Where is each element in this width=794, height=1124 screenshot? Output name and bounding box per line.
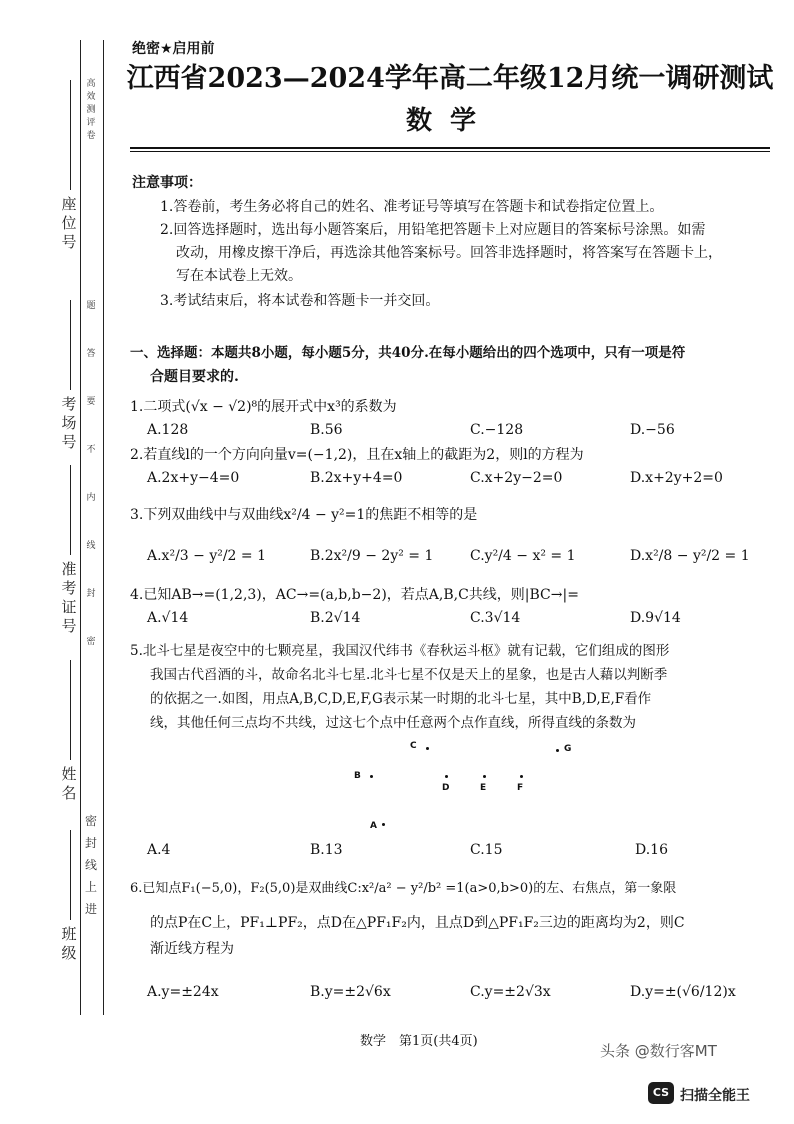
- q1-option-c: C.−128: [470, 422, 524, 438]
- q5-option-b: B.13: [310, 842, 343, 858]
- q5-option-d: D.16: [635, 842, 668, 858]
- q2-option-b: B.2x+y+4=0: [310, 470, 403, 486]
- q5-stem-line1: 5.北斗七星是夜空中的七颗亮星，我国汉代纬书《春秋运斗枢》就有记载，它们组成的图形: [130, 643, 670, 659]
- point-label-a: A: [370, 821, 377, 831]
- name-underline: [70, 660, 71, 760]
- point-label-b: B: [354, 771, 361, 781]
- section1-heading: 一、选择题：本题共8小题，每小题5分，共40分.在每小题给出的四个选项中，只有一项是符: [130, 345, 686, 361]
- scanner-logo-icon: CS: [648, 1082, 674, 1104]
- notes-heading: 注意事项：: [132, 175, 202, 191]
- point-dot-f: [520, 775, 523, 778]
- q1-option-a: A.128: [147, 422, 189, 438]
- note-item: 2.回答选择题时，选出每小题答案后，用铅笔把答题卡上对应题目的答案标号涂黑。如需: [160, 222, 706, 238]
- binding-seal-note: 题 答 要 不 内 线 封 密: [86, 301, 96, 647]
- point-dot-b: [370, 775, 373, 778]
- point-label-f: F: [517, 783, 524, 793]
- note-item: 改动，用橡皮擦干净后，再选涂其他答案标号。回答非选择题时，将答案写在答题卡上，: [176, 245, 722, 261]
- exam-title: 江西省2023—2024学年高二年级12月统一调研测试: [126, 63, 774, 94]
- q3-option-b: B.2x²/9 − 2y² = 1: [310, 548, 434, 564]
- ticket-label: 准 考 证 号: [61, 560, 77, 635]
- q5-option-c: C.15: [470, 842, 503, 858]
- q5-option-a: A.4: [147, 842, 171, 858]
- point-dot-c: [426, 747, 429, 750]
- note-item: 1.答卷前，考生务必将自己的姓名、准考证号等填写在答题卡和试卷指定位置上。: [160, 199, 664, 215]
- q6-option-c: C.y=±2√3x: [470, 984, 551, 1000]
- q3-stem: 3.下列双曲线中与双曲线x²/4 − y²=1的焦距不相等的是: [130, 507, 478, 523]
- point-label-d: D: [442, 783, 450, 793]
- big-dipper-figure: [340, 735, 600, 835]
- header-rule-thin: [130, 151, 770, 152]
- q5-stem-line3: 的依据之一.如图，用点A,B,C,D,E,F,G表示某一时期的北斗七星，其中B,D,E,F看作: [150, 691, 652, 707]
- q5-stem-line4: 线，其他任何三点均不共线，过这七个点中任意两个点作直线，所得直线的条数为: [150, 715, 636, 731]
- page-footer: 数学 第1页(共4页): [360, 1034, 478, 1049]
- ticket-underline: [70, 465, 71, 555]
- note-item: 3.考试结束后，将本试卷和答题卡一并交回。: [160, 293, 440, 309]
- point-label-g: G: [564, 744, 572, 754]
- subject-title: 数学: [405, 106, 494, 136]
- q6-option-a: A.y=±24x: [147, 984, 219, 1000]
- scanner-app-name: 扫描全能王: [680, 1088, 750, 1104]
- q1-stem: 1.二项式(√x − √2)⁸的展开式中x³的系数为: [130, 399, 397, 415]
- confidential-mark: 绝密★启用前: [132, 41, 215, 57]
- q6-stem-line3: 渐近线方程为: [150, 941, 234, 957]
- q2-stem: 2.若直线l的一个方向向量v=(−1,2)，且在x轴上的截距为2，则l的方程为: [130, 447, 584, 463]
- point-dot-a: [382, 823, 385, 826]
- q6-stem-line1: 6.已知点F₁(−5,0)，F₂(5,0)是双曲线C:x²/a² − y²/b² =1(a>0,b>0)的左、右焦点，第一象限: [130, 881, 677, 896]
- q3-option-c: C.y²/4 − x² = 1: [470, 548, 576, 564]
- point-dot-e: [483, 775, 486, 778]
- q1-option-b: B.56: [310, 422, 343, 438]
- note-item: 写在本试卷上无效。: [176, 268, 302, 284]
- q4-option-d: D.9√14: [630, 610, 681, 626]
- watermark: 头条 @数行客MT: [600, 1042, 717, 1060]
- q2-option-d: D.x+2y+2=0: [630, 470, 723, 486]
- room-label: 考 场 号: [61, 395, 77, 451]
- point-label-e: E: [480, 783, 487, 793]
- name-label: 姓 名: [61, 765, 77, 802]
- seat-label: 座 位 号: [61, 195, 77, 251]
- q2-option-a: A.2x+y−4=0: [147, 470, 240, 486]
- q3-option-a: A.x²/3 − y²/2 = 1: [147, 548, 267, 564]
- point-dot-g: [556, 749, 559, 752]
- binding-top-note: 高 效 测 评 卷: [86, 79, 96, 141]
- q6-stem-line2: 的点P在C上，PF₁⊥PF₂，点D在△PF₁F₂内，且点D到△PF₁F₂三边的距离均为2，则C: [150, 915, 685, 931]
- section1-heading-cont: 合题目要求的.: [150, 369, 239, 385]
- q4-option-a: A.√14: [147, 610, 189, 626]
- binding-bottom-note: 密 封 线 上 进: [84, 814, 97, 916]
- seat-underline: [70, 80, 71, 190]
- point-dot-d: [445, 775, 448, 778]
- room-underline: [70, 300, 71, 390]
- q4-stem: 4.已知AB→=(1,2,3)，AC→=(a,b,b−2)，若点A,B,C共线，则|BC→|=: [130, 587, 579, 603]
- q5-stem-line2: 我国古代舀酒的斗，故命名北斗七星.北斗七星不仅是天上的星象，也是古人藉以判断季: [150, 667, 668, 683]
- q4-option-c: C.3√14: [470, 610, 521, 626]
- q6-option-b: B.y=±2√6x: [310, 984, 391, 1000]
- q4-option-b: B.2√14: [310, 610, 361, 626]
- q2-option-c: C.x+2y−2=0: [470, 470, 563, 486]
- class-label: 班 级: [61, 925, 77, 962]
- q3-option-d: D.x²/8 − y²/2 = 1: [630, 548, 750, 564]
- header-rule-thick: [130, 147, 770, 149]
- point-label-c: C: [410, 741, 417, 751]
- q6-option-d: D.y=±(√6/12)x: [630, 984, 736, 1000]
- q1-option-d: D.−56: [630, 422, 675, 438]
- class-underline: [70, 830, 71, 920]
